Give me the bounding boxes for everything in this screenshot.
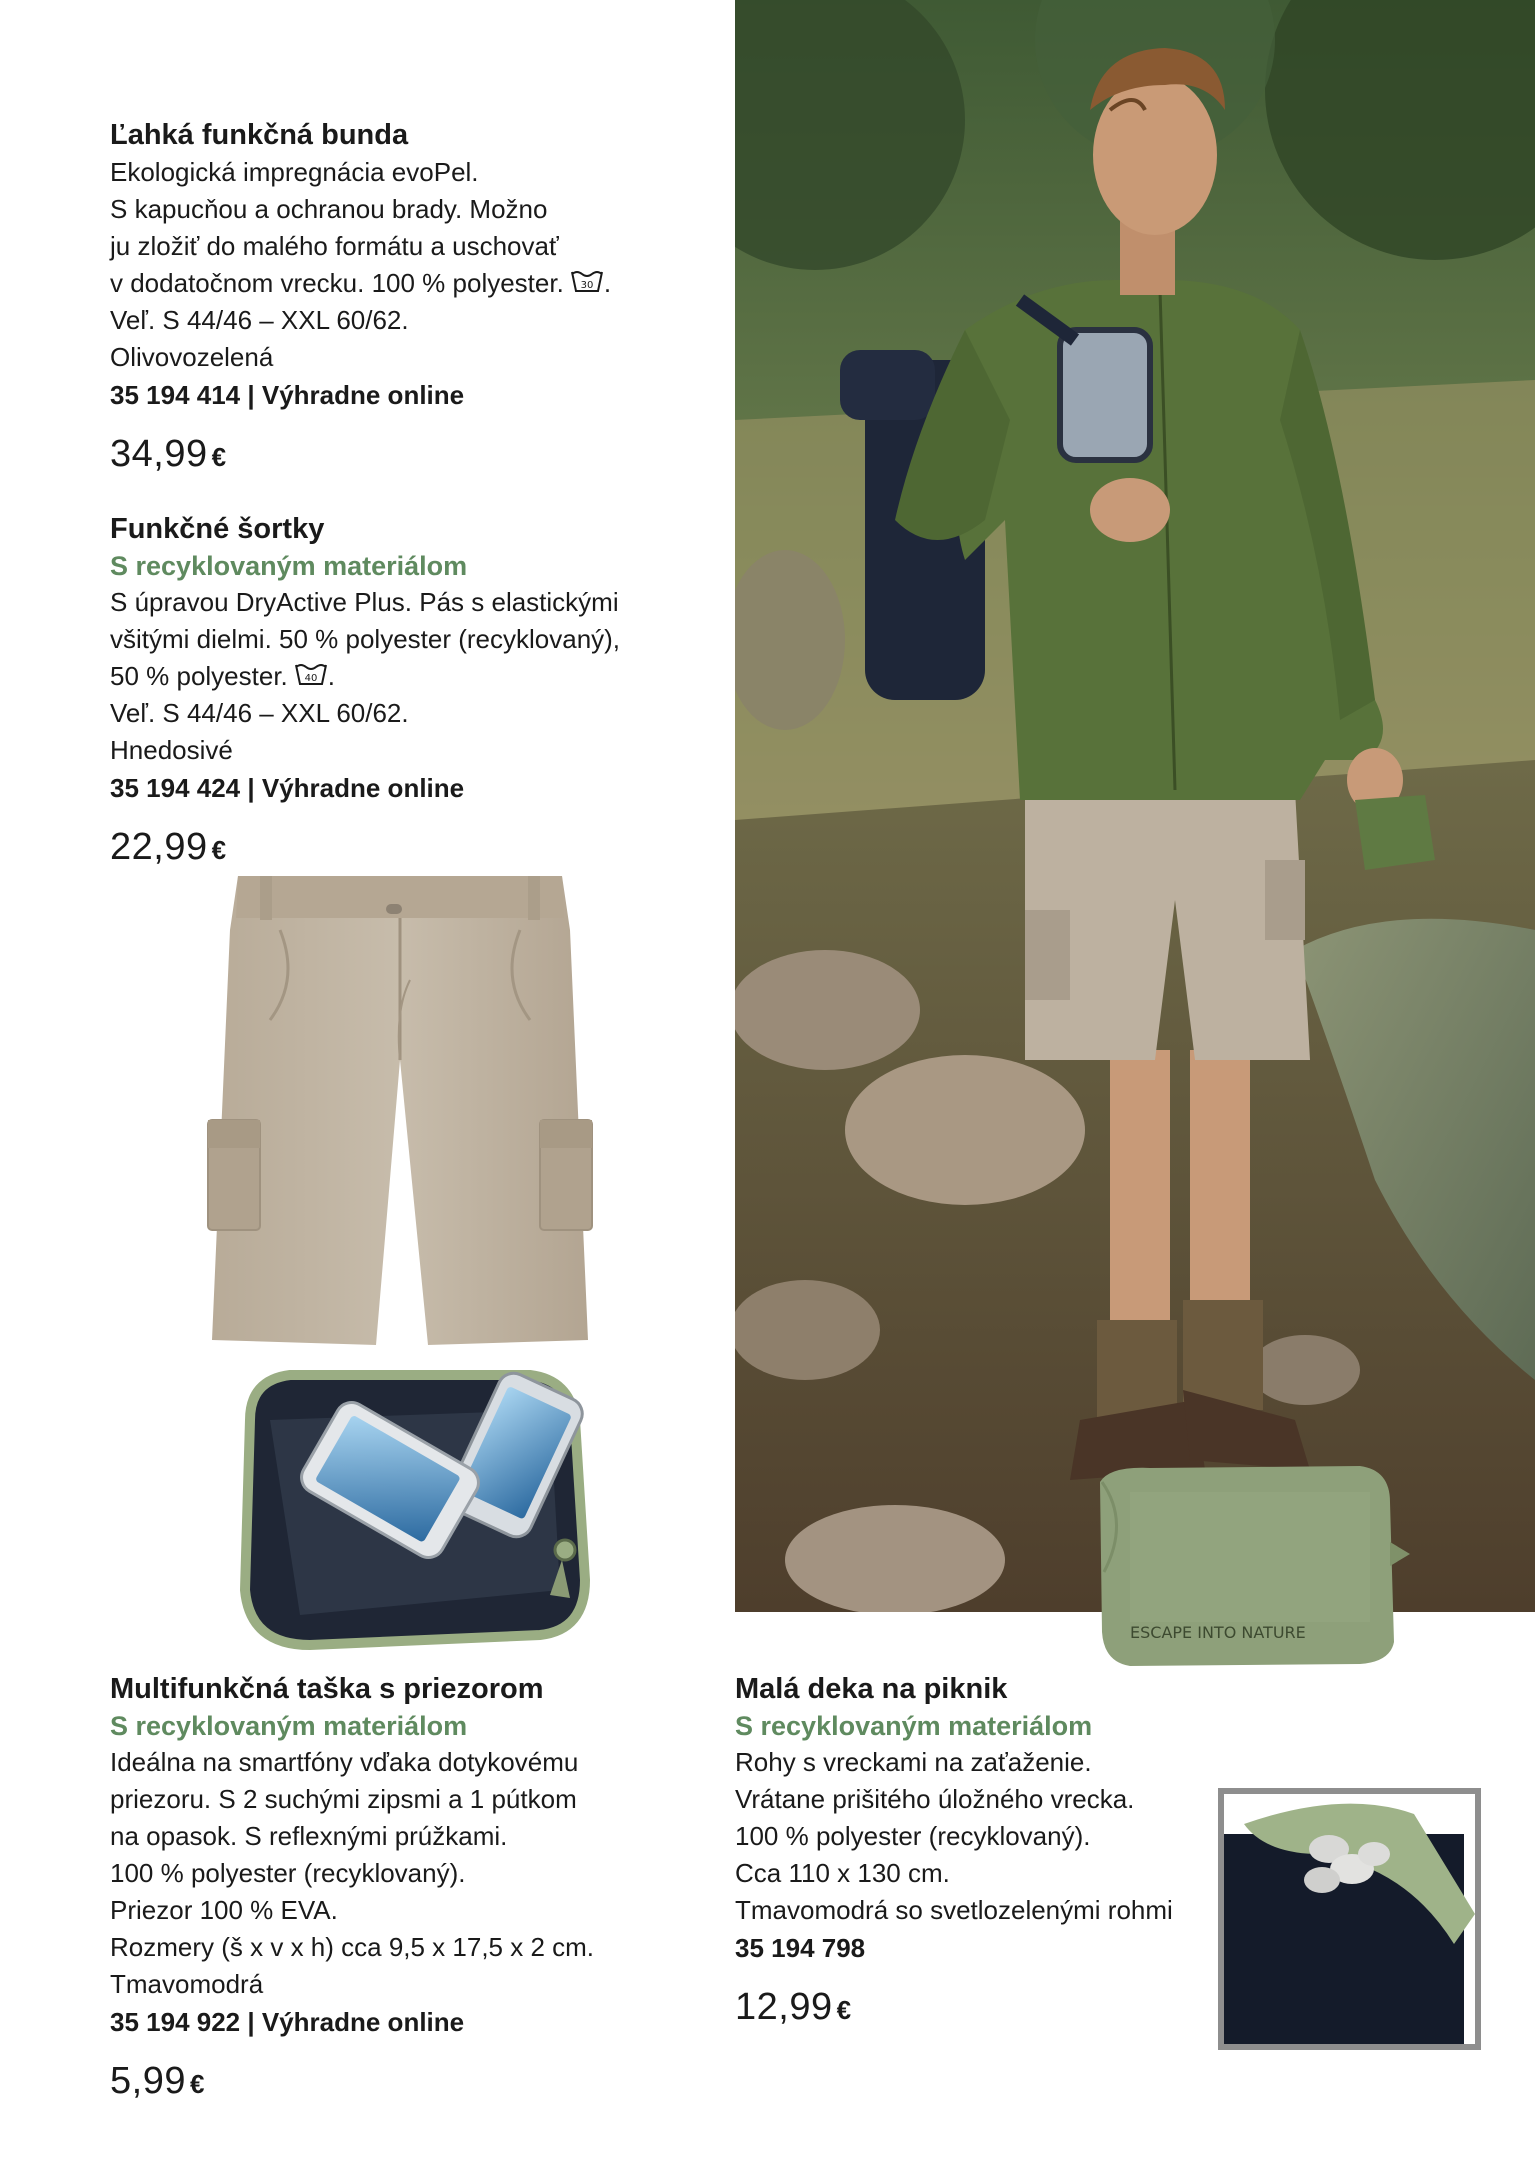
product-jacket [110, 116, 710, 479]
product-price [110, 825, 730, 872]
product-desc-line: Rozmery (š x v x h) cca 9,5 x 17,5 x 2 cm. [110, 1932, 595, 1962]
product-desc-line: Rohy s vreckami na zaťaženie. [735, 1747, 1092, 1777]
product-desc-line: na opasok. S reflexnými prúžkami. [110, 1821, 508, 1851]
product-size: Veľ. S 44/46 – XXL 60/62. [110, 698, 409, 728]
product-desc-line: ju zložiť do malého formátu a uschovať [110, 231, 559, 261]
blanket-corner-detail-image [1218, 1788, 1481, 2050]
product-shorts [110, 510, 730, 872]
product-desc-line: S úpravou DryActive Plus. Pás s elastickými [110, 587, 619, 617]
product-title: Multifunkčná taška s priezorom [110, 1673, 544, 1705]
product-desc-text: 50 % polyester. [110, 661, 288, 691]
product-desc-text: v dodatočnom vrecku. 100 % polyester. [110, 268, 564, 298]
product-size: Veľ. S 44/46 – XXL 60/62. [110, 305, 409, 335]
product-price [110, 2059, 730, 2106]
product-desc-line: Vrátane prišitého úložného vrecka. [735, 1784, 1135, 1814]
price-currency: € [189, 2069, 205, 2099]
price-value: 34,99 [110, 433, 208, 475]
product-code: 35 194 922 | Výhradne online [110, 2007, 465, 2037]
product-desc-line: Ideálna na smartfóny vďaka dotykovému [110, 1747, 579, 1777]
product-picnic-blanket [735, 1670, 1215, 2032]
product-subtitle: S recyklovaným materiálom [110, 551, 468, 581]
product-color: Olivovozelená [110, 342, 274, 372]
price-currency: € [211, 442, 227, 472]
price-value: 5,99 [110, 2060, 186, 2102]
product-desc-line: Cca 110 x 130 cm. [735, 1858, 950, 1888]
blanket-bag-image [1090, 1462, 1415, 1672]
product-subtitle: S recyklovaným materiálom [735, 1711, 1093, 1741]
hero-photo-hiker [735, 0, 1535, 1612]
product-pouch [110, 1670, 730, 2106]
product-title: Malá deka na piknik [735, 1673, 1008, 1705]
product-title: Ľahká funkčná bunda [110, 119, 409, 151]
product-subtitle: S recyklovaným materiálom [110, 1711, 468, 1741]
wash-symbol-icon [570, 269, 604, 295]
product-desc-line: Ekologická impregnácia evoPel. [110, 157, 479, 187]
product-desc-line: 100 % polyester (recyklovaný). [735, 1821, 1091, 1851]
product-price [110, 432, 710, 479]
product-desc-line: priezoru. S 2 suchými zipsmi a 1 pútkom [110, 1784, 577, 1814]
pouch-product-image [230, 1360, 610, 1660]
product-desc-line-with-wash: 50 % polyester. 40 . [110, 661, 336, 691]
product-code: 35 194 798 [735, 1933, 866, 1963]
product-desc-line: 100 % polyester (recyklovaný). [110, 1858, 466, 1888]
wash-temp: 40 [304, 673, 318, 684]
wash-symbol-icon [294, 662, 328, 688]
product-desc-line: všitými dielmi. 50 % polyester (recyklovaný), [110, 624, 621, 654]
product-desc-line-with-wash: v dodatočnom vrecku. 100 % polyester. 30 . [110, 268, 612, 298]
product-code: 35 194 424 | Výhradne online [110, 773, 465, 803]
product-title: Funkčné šortky [110, 513, 325, 545]
product-color: Hnedosivé [110, 735, 233, 765]
wash-temp: 30 [580, 280, 594, 291]
product-color: Tmavomodrá so svetlozelenými rohmi [735, 1895, 1173, 1925]
product-desc-line: S kapucňou a ochranou brady. Možno [110, 194, 548, 224]
product-desc-line: Priezor 100 % EVA. [110, 1895, 338, 1925]
price-value: 22,99 [110, 826, 208, 868]
price-value: 12,99 [735, 1986, 833, 2028]
product-code: 35 194 414 | Výhradne online [110, 380, 465, 410]
product-color: Tmavomodrá [110, 1969, 264, 1999]
blanket-print-text: ESCAPE INTO NATURE [1130, 1623, 1306, 1642]
product-price [735, 1985, 1215, 2032]
shorts-product-image [200, 870, 600, 1350]
price-currency: € [836, 1995, 852, 2025]
price-currency: € [211, 835, 227, 865]
